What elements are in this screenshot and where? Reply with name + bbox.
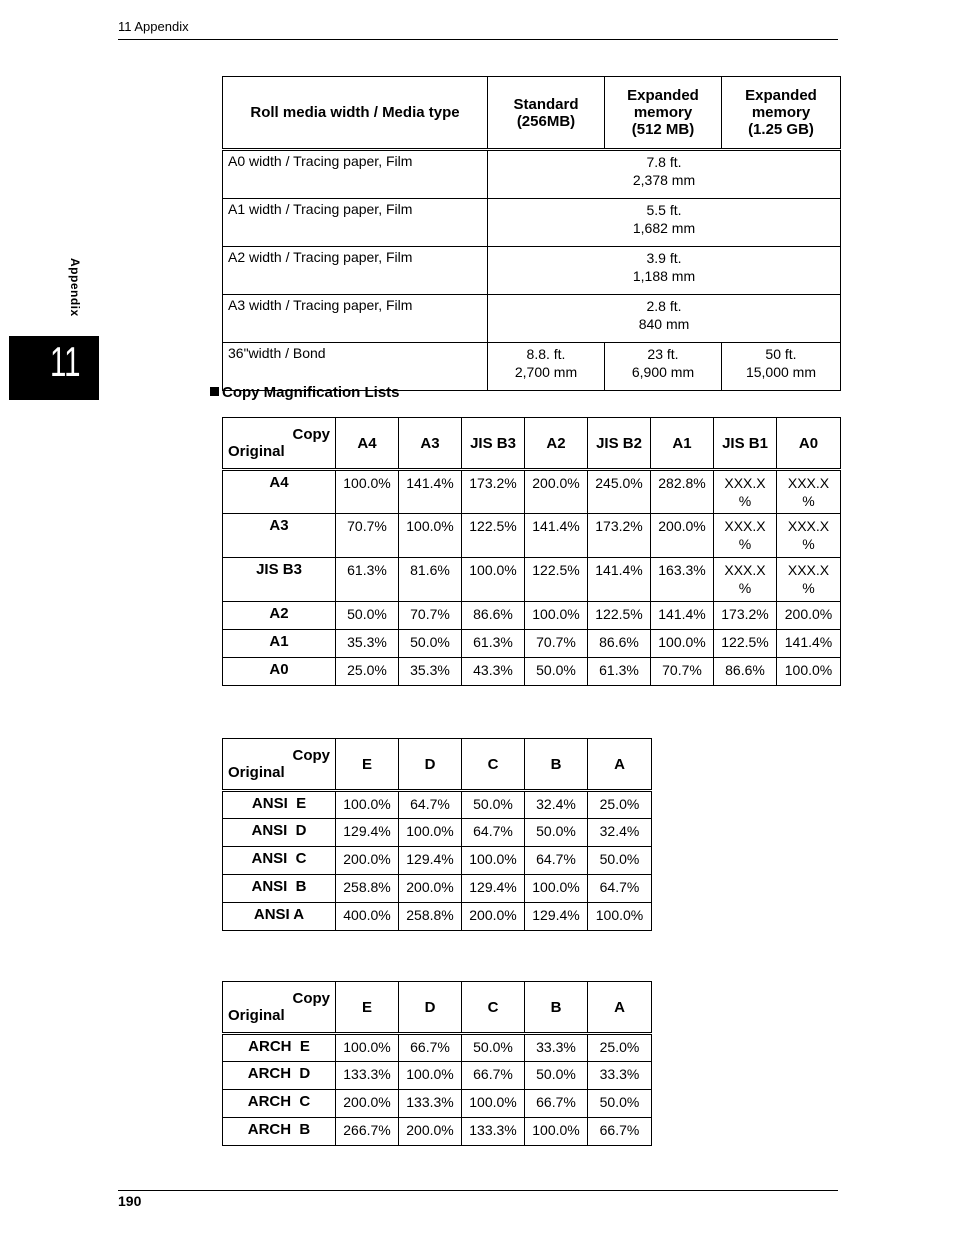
table-cell: 66.7%: [462, 1062, 525, 1090]
table-cell: 100.0%: [399, 1062, 462, 1090]
row-label: 36"width / Bond: [223, 343, 488, 391]
table-cell: 100.0%: [651, 630, 714, 658]
table-cell: 100.0%: [525, 1118, 588, 1146]
table-cell: 50.0%: [525, 658, 588, 686]
table-cell: 32.4%: [588, 819, 652, 847]
table-cell: 100.0%: [399, 514, 462, 558]
table-cell: 50.0%: [399, 630, 462, 658]
column-header: Expanded memory (1.25 GB): [722, 77, 841, 150]
table-cell: 122.5%: [588, 602, 651, 630]
table-header-row: [223, 77, 841, 150]
table-cell: 122.5%: [462, 514, 525, 558]
table-cell: 141.4%: [777, 630, 841, 658]
table-row: [223, 295, 841, 343]
column-header: Standard (256MB): [488, 77, 605, 150]
table-header-row: [223, 982, 652, 1034]
table-cell: 122.5%: [525, 558, 588, 602]
table-cell: 50 ft. 15,000 mm: [722, 343, 841, 391]
table-cell: 35.3%: [336, 630, 399, 658]
table-cell: 100.0%: [525, 602, 588, 630]
table-cell: 64.7%: [525, 847, 588, 875]
table-header-row: [223, 739, 652, 791]
table-cell: 61.3%: [462, 630, 525, 658]
table-row: [223, 1090, 652, 1118]
row-label: A1: [223, 630, 336, 658]
table-cell: XXX.X %: [714, 514, 777, 558]
row-label: ANSI E: [223, 791, 336, 819]
row-label: ARCH B: [223, 1118, 336, 1146]
table-cell: 70.7%: [399, 602, 462, 630]
row-label: A3: [223, 514, 336, 558]
column-header: C: [462, 739, 525, 791]
column-header: Roll media width / Media type: [223, 77, 488, 150]
running-header: 11 Appendix: [118, 19, 189, 34]
table-cell: 100.0%: [462, 847, 525, 875]
table-cell: 35.3%: [399, 658, 462, 686]
square-bullet-icon: [210, 387, 219, 396]
table-row: [223, 1062, 652, 1090]
table-cell: XXX.X %: [777, 558, 841, 602]
table-row: [223, 1034, 652, 1062]
roll-media-memory-table: [222, 76, 841, 391]
section-title: [210, 384, 400, 401]
table-row: [223, 247, 841, 295]
table-row: [223, 199, 841, 247]
table-cell: 129.4%: [336, 819, 399, 847]
table-row: [223, 875, 652, 903]
copy-header: Copy: [292, 426, 330, 443]
table-cell: 200.0%: [399, 875, 462, 903]
original-header: Original: [228, 1007, 285, 1024]
header-rule: [118, 39, 838, 40]
table-cell: 61.3%: [588, 658, 651, 686]
table-cell: 141.4%: [588, 558, 651, 602]
table-row: [223, 514, 841, 558]
table-cell: XXX.X %: [714, 558, 777, 602]
column-header: B: [525, 739, 588, 791]
table-row: [223, 602, 841, 630]
table-cell: 25.0%: [588, 791, 652, 819]
table-row: [223, 1118, 652, 1146]
side-chapter-label: Appendix: [68, 258, 82, 317]
column-header: B: [525, 982, 588, 1034]
table-cell: 50.0%: [462, 791, 525, 819]
table-cell: XXX.X %: [777, 470, 841, 514]
table-cell: 200.0%: [336, 847, 399, 875]
chapter-tab-number: 11: [50, 338, 81, 385]
table-cell: 86.6%: [462, 602, 525, 630]
table-cell: 70.7%: [525, 630, 588, 658]
table-cell: 32.4%: [525, 791, 588, 819]
table-cell: 258.8%: [399, 903, 462, 931]
table-cell: 129.4%: [525, 903, 588, 931]
table-cell: 282.8%: [651, 470, 714, 514]
table-cell: 141.4%: [651, 602, 714, 630]
table-cell: 33.3%: [525, 1034, 588, 1062]
table-cell: 100.0%: [336, 791, 399, 819]
table-cell: 173.2%: [714, 602, 777, 630]
corner-header: [223, 982, 336, 1034]
row-label: A4: [223, 470, 336, 514]
table-cell: 258.8%: [336, 875, 399, 903]
table-cell: 70.7%: [651, 658, 714, 686]
table-cell: 100.0%: [588, 903, 652, 931]
page-number: 190: [118, 1193, 142, 1209]
original-header: Original: [228, 443, 285, 460]
table-cell: 64.7%: [399, 791, 462, 819]
table-cell: 81.6%: [399, 558, 462, 602]
table-cell: XXX.X %: [777, 514, 841, 558]
table-cell: 133.3%: [462, 1118, 525, 1146]
row-label: ANSI A: [223, 903, 336, 931]
row-label: A2: [223, 602, 336, 630]
row-label: ARCH E: [223, 1034, 336, 1062]
column-header: A1: [651, 418, 714, 470]
column-header: E: [336, 739, 399, 791]
row-label: ARCH C: [223, 1090, 336, 1118]
table-row: [223, 791, 652, 819]
table-cell: 50.0%: [336, 602, 399, 630]
table-cell: 266.7%: [336, 1118, 399, 1146]
table-row: [223, 903, 652, 931]
corner-header: [223, 739, 336, 791]
table-cell: 23 ft. 6,900 mm: [605, 343, 722, 391]
row-label: ANSI D: [223, 819, 336, 847]
table-cell: 133.3%: [336, 1062, 399, 1090]
table-cell: 2.8 ft. 840 mm: [488, 295, 841, 343]
corner-header: [223, 418, 336, 470]
table-cell: 64.7%: [588, 875, 652, 903]
column-header: A: [588, 982, 652, 1034]
column-header: D: [399, 982, 462, 1034]
table-cell: 43.3%: [462, 658, 525, 686]
table-row: [223, 658, 841, 686]
row-label: A3 width / Tracing paper, Film: [223, 295, 488, 343]
table-cell: 100.0%: [336, 470, 399, 514]
iso-magnification-table: [222, 417, 841, 686]
table-cell: 100.0%: [462, 558, 525, 602]
table-cell: 141.4%: [525, 514, 588, 558]
table-cell: 200.0%: [777, 602, 841, 630]
table-cell: 400.0%: [336, 903, 399, 931]
column-header: C: [462, 982, 525, 1034]
table-cell: 200.0%: [399, 1118, 462, 1146]
column-header: A2: [525, 418, 588, 470]
table-cell: 173.2%: [462, 470, 525, 514]
copy-header: Copy: [292, 747, 330, 764]
table-row: [223, 470, 841, 514]
table-cell: 200.0%: [462, 903, 525, 931]
column-header: JIS B1: [714, 418, 777, 470]
row-label: A1 width / Tracing paper, Film: [223, 199, 488, 247]
table-cell: 25.0%: [336, 658, 399, 686]
arch-magnification-table: [222, 981, 652, 1146]
row-label: A0 width / Tracing paper, Film: [223, 150, 488, 199]
table-cell: 50.0%: [588, 847, 652, 875]
section-title-text: Copy Magnification Lists: [222, 384, 400, 401]
column-header: JIS B3: [462, 418, 525, 470]
table-cell: 66.7%: [525, 1090, 588, 1118]
table-cell: 129.4%: [462, 875, 525, 903]
row-label: ARCH D: [223, 1062, 336, 1090]
table-cell: 86.6%: [714, 658, 777, 686]
column-header: A3: [399, 418, 462, 470]
row-label: ANSI C: [223, 847, 336, 875]
column-header: A: [588, 739, 652, 791]
column-header: D: [399, 739, 462, 791]
table-cell: 25.0%: [588, 1034, 652, 1062]
table-cell: 86.6%: [588, 630, 651, 658]
table-cell: 70.7%: [336, 514, 399, 558]
table-cell: 141.4%: [399, 470, 462, 514]
table-cell: XXX.X %: [714, 470, 777, 514]
ansi-magnification-table: [222, 738, 652, 931]
column-header: Expanded memory (512 MB): [605, 77, 722, 150]
copy-header: Copy: [292, 990, 330, 1007]
row-label: A0: [223, 658, 336, 686]
column-header: E: [336, 982, 399, 1034]
table-cell: 100.0%: [525, 875, 588, 903]
table-cell: 100.0%: [777, 658, 841, 686]
table-cell: 50.0%: [588, 1090, 652, 1118]
table-cell: 50.0%: [525, 819, 588, 847]
row-label: A2 width / Tracing paper, Film: [223, 247, 488, 295]
table-cell: 100.0%: [462, 1090, 525, 1118]
table-cell: 122.5%: [714, 630, 777, 658]
column-header: JIS B2: [588, 418, 651, 470]
table-cell: 100.0%: [399, 819, 462, 847]
table-cell: 61.3%: [336, 558, 399, 602]
table-cell: 200.0%: [525, 470, 588, 514]
footer-rule: [118, 1190, 838, 1191]
table-row: [223, 630, 841, 658]
table-cell: 8.8. ft. 2,700 mm: [488, 343, 605, 391]
table-cell: 200.0%: [651, 514, 714, 558]
table-row: [223, 150, 841, 199]
table-cell: 66.7%: [399, 1034, 462, 1062]
table-cell: 33.3%: [588, 1062, 652, 1090]
table-cell: 50.0%: [462, 1034, 525, 1062]
table-row: [223, 819, 652, 847]
original-header: Original: [228, 764, 285, 781]
table-cell: 245.0%: [588, 470, 651, 514]
table-row: [223, 558, 841, 602]
table-row: [223, 847, 652, 875]
table-cell: 3.9 ft. 1,188 mm: [488, 247, 841, 295]
table-cell: 200.0%: [336, 1090, 399, 1118]
table-cell: 66.7%: [588, 1118, 652, 1146]
table-header-row: [223, 418, 841, 470]
row-label: ANSI B: [223, 875, 336, 903]
table-cell: 50.0%: [525, 1062, 588, 1090]
table-cell: 163.3%: [651, 558, 714, 602]
table-cell: 7.8 ft. 2,378 mm: [488, 150, 841, 199]
table-cell: 173.2%: [588, 514, 651, 558]
table-cell: 100.0%: [336, 1034, 399, 1062]
row-label: JIS B3: [223, 558, 336, 602]
table-cell: 5.5 ft. 1,682 mm: [488, 199, 841, 247]
column-header: A0: [777, 418, 841, 470]
column-header: A4: [336, 418, 399, 470]
table-cell: 64.7%: [462, 819, 525, 847]
table-cell: 129.4%: [399, 847, 462, 875]
table-cell: 133.3%: [399, 1090, 462, 1118]
